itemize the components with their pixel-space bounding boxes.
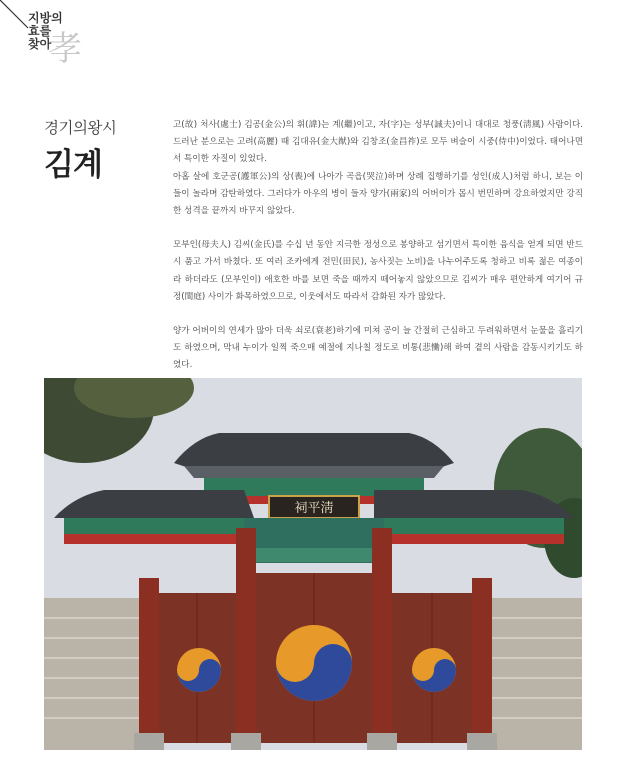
paragraph: 고(故) 처사(處士) 김공(金公)의 휘(諱)는 계(繼)이고, 자(字)는 성부(誠夫)이니 대대로 청풍(淸風) 사람이다. 드러난 분으로는 고려(高麗) 때 김대유(金大猷)와 김창조(金昌祚)로 모두 벼슬이 시중(侍中)이었다. 태어나면서 특이한 자질이 있었다. <box>173 120 583 165</box>
filial-hanja-watermark: 孝 <box>48 29 82 69</box>
article-body <box>173 117 583 392</box>
paragraph: 양가 어버이의 연세가 많아 더욱 쇠로(衰老)하기에 미쳐 공이 늘 간절히 근심하고 두려워하면서 눈물을 흘리기도 하였으며, 막내 누이가 일찍 죽으매 예절에 지나칠 정도로 비통(悲慟)해 하여 곁의 사람을 감동시키기도 하였다. <box>173 326 583 371</box>
region-label: 경기의왕시 <box>44 119 117 137</box>
paragraph: 모부인(母夫人) 김씨(金氏)를 수십 년 동안 지극한 정성으로 봉양하고 섬기면서 특이한 음식을 얻게 되면 반드시 품고 가서 바쳤다. 또 여러 조카에게 전민(田民), 농사짓는 노비)을 나누어주도록 청하고 비록 젊은 여종이라 하더라도 (모부인이) 애호한 바를 보면 죽을 때까지 떼어놓지 않았으므로 김씨가 매우 편안하게 여기어 규정(閨庭) 사이가 화목하였으므로, 이웃에서도 따라서 감화된 자가 많았다. <box>173 240 583 302</box>
paragraph: 아홉 살에 호군공(護軍公)의 상(喪)에 나아가 곡읍(哭泣)하며 상례 집행하기를 성인(成人)처럼 하니, 보는 이들이 놀라며 감탄하였다. 그러다가 아우의 병이 들자 양가(兩家)의 어버이가 몹시 번민하며 강요하였지만 강직한 성격을 끝까지 바꾸지 않았다. <box>173 171 583 217</box>
series-line-3: 찾아 <box>28 37 52 51</box>
series-line-2: 효를 <box>28 24 52 38</box>
corner-decoration <box>0 0 30 30</box>
series-line-1: 지방의 <box>28 11 63 25</box>
person-name: 김계 <box>44 147 102 183</box>
shrine-gate-photo <box>44 378 582 750</box>
plaque-text: 祠平淸 <box>294 501 334 516</box>
